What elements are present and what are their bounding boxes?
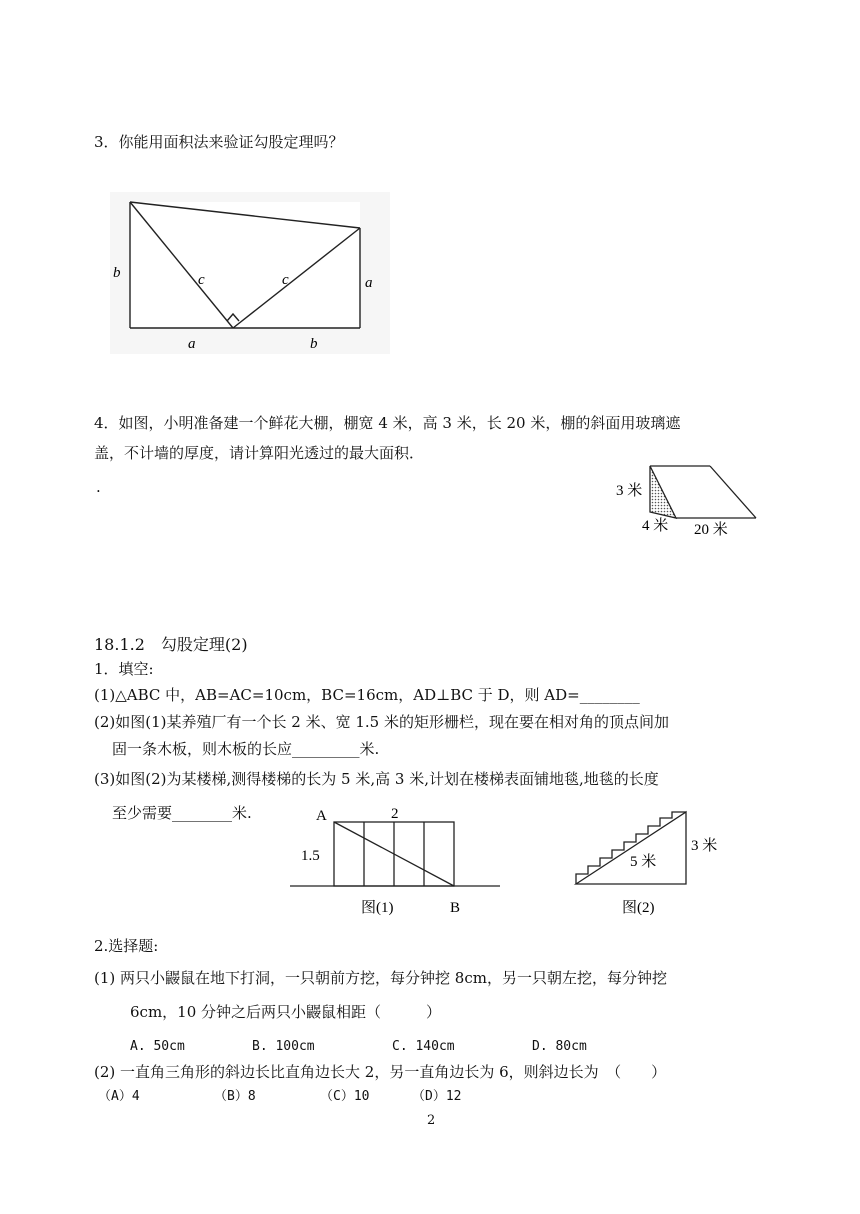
q3-label-a-bottom: a <box>188 336 196 352</box>
choice-q2-option-b: （B）8 <box>214 1089 256 1104</box>
choice-q1-line1: (1) 两只小鼹鼠在地下打洞，一只朝前方挖，每分钟挖 8cm，另一只朝左挖，每分钟挖 <box>94 969 667 987</box>
fig2-stairs-diagram <box>570 808 730 920</box>
fill-title: 1．填空: <box>94 660 154 678</box>
q4-line1: 4．如图，小明准备建一个鲜花大棚，棚宽 4 米，高 3 米，长 20 米，棚的斜面用玻璃遮 <box>94 414 681 432</box>
page-number: 2 <box>427 1113 436 1128</box>
fill-item-2-line2: 固一条木板，则木板的长应_________米. <box>112 740 380 758</box>
choice-q1-option-b: B. 100cm <box>252 1039 315 1054</box>
fig1-label-2: 2 <box>391 806 399 822</box>
choice-q2-option-a: （A）4 <box>98 1089 140 1104</box>
fill-item-1: (1)△ABC 中，AB=AC=10cm，BC=16cm，AD⊥BC 于 D，则 AD=________ <box>94 686 640 704</box>
section-title: 18.1.2 勾股定理(2) <box>94 635 248 654</box>
q3-label-a-right: a <box>365 275 373 291</box>
q4-label-width: 4 米 <box>642 518 669 534</box>
q4-label-height: 3 米 <box>616 483 643 499</box>
choice-q1-option-d: D. 80cm <box>532 1039 587 1054</box>
q4-label-length: 20 米 <box>694 522 728 538</box>
fig1-label-1-5: 1.5 <box>301 848 320 864</box>
q4-dot: . <box>96 478 101 496</box>
choice-q2-option-d: （D）12 <box>412 1089 462 1104</box>
fig2-caption: 图(2) <box>622 900 655 916</box>
fill-item-2-line1: (2)如图(1)某养殖厂有一个长 2 米、宽 1.5 米的矩形栅栏，现在要在相对角的顶点间加 <box>94 713 669 731</box>
fill-item-3-line2: 至少需要________米. <box>112 804 252 822</box>
fig1-label-a: A <box>316 808 327 824</box>
fig1-label-b: B <box>450 900 461 916</box>
q3-question: 3．你能用面积法来验证勾股定理吗？ <box>94 133 344 151</box>
fill-item-3-line1: (3)如图(2)为某楼梯,测得楼梯的长为 5 米,高 3 米,计划在楼梯表面铺地毯,地毯的长度 <box>94 770 659 788</box>
fig2-label-slope: 5 米 <box>630 854 657 870</box>
q4-line2: 盖，不计墙的厚度，请计算阳光透过的最大面积． <box>94 444 425 462</box>
q3-label-c-left: c <box>198 272 205 288</box>
q4-greenhouse-diagram <box>612 462 762 544</box>
choice-title: 2.选择题: <box>94 937 159 955</box>
q3-label-b-left: b <box>113 265 121 281</box>
choice-q1-line2: 6cm，10 分钟之后两只小鼹鼠相距（ ） <box>130 1003 442 1021</box>
choice-q1-option-c: C. 140cm <box>392 1039 455 1054</box>
choice-q2-option-c: （C）10 <box>320 1089 370 1104</box>
q3-diagram <box>110 192 390 354</box>
fig2-label-height: 3 米 <box>691 838 718 854</box>
q3-label-c-right: c <box>282 272 289 288</box>
q3-label-b-bottom: b <box>310 336 318 352</box>
fig1-caption: 图(1) <box>361 900 394 916</box>
choice-q2-line1: (2) 一直角三角形的斜边长比直角边长大 2，另一直角边长为 6，则斜边长为 （ ） <box>94 1063 667 1081</box>
fig1-fence-diagram <box>288 806 504 918</box>
choice-q1-option-a: A. 50cm <box>130 1039 185 1054</box>
